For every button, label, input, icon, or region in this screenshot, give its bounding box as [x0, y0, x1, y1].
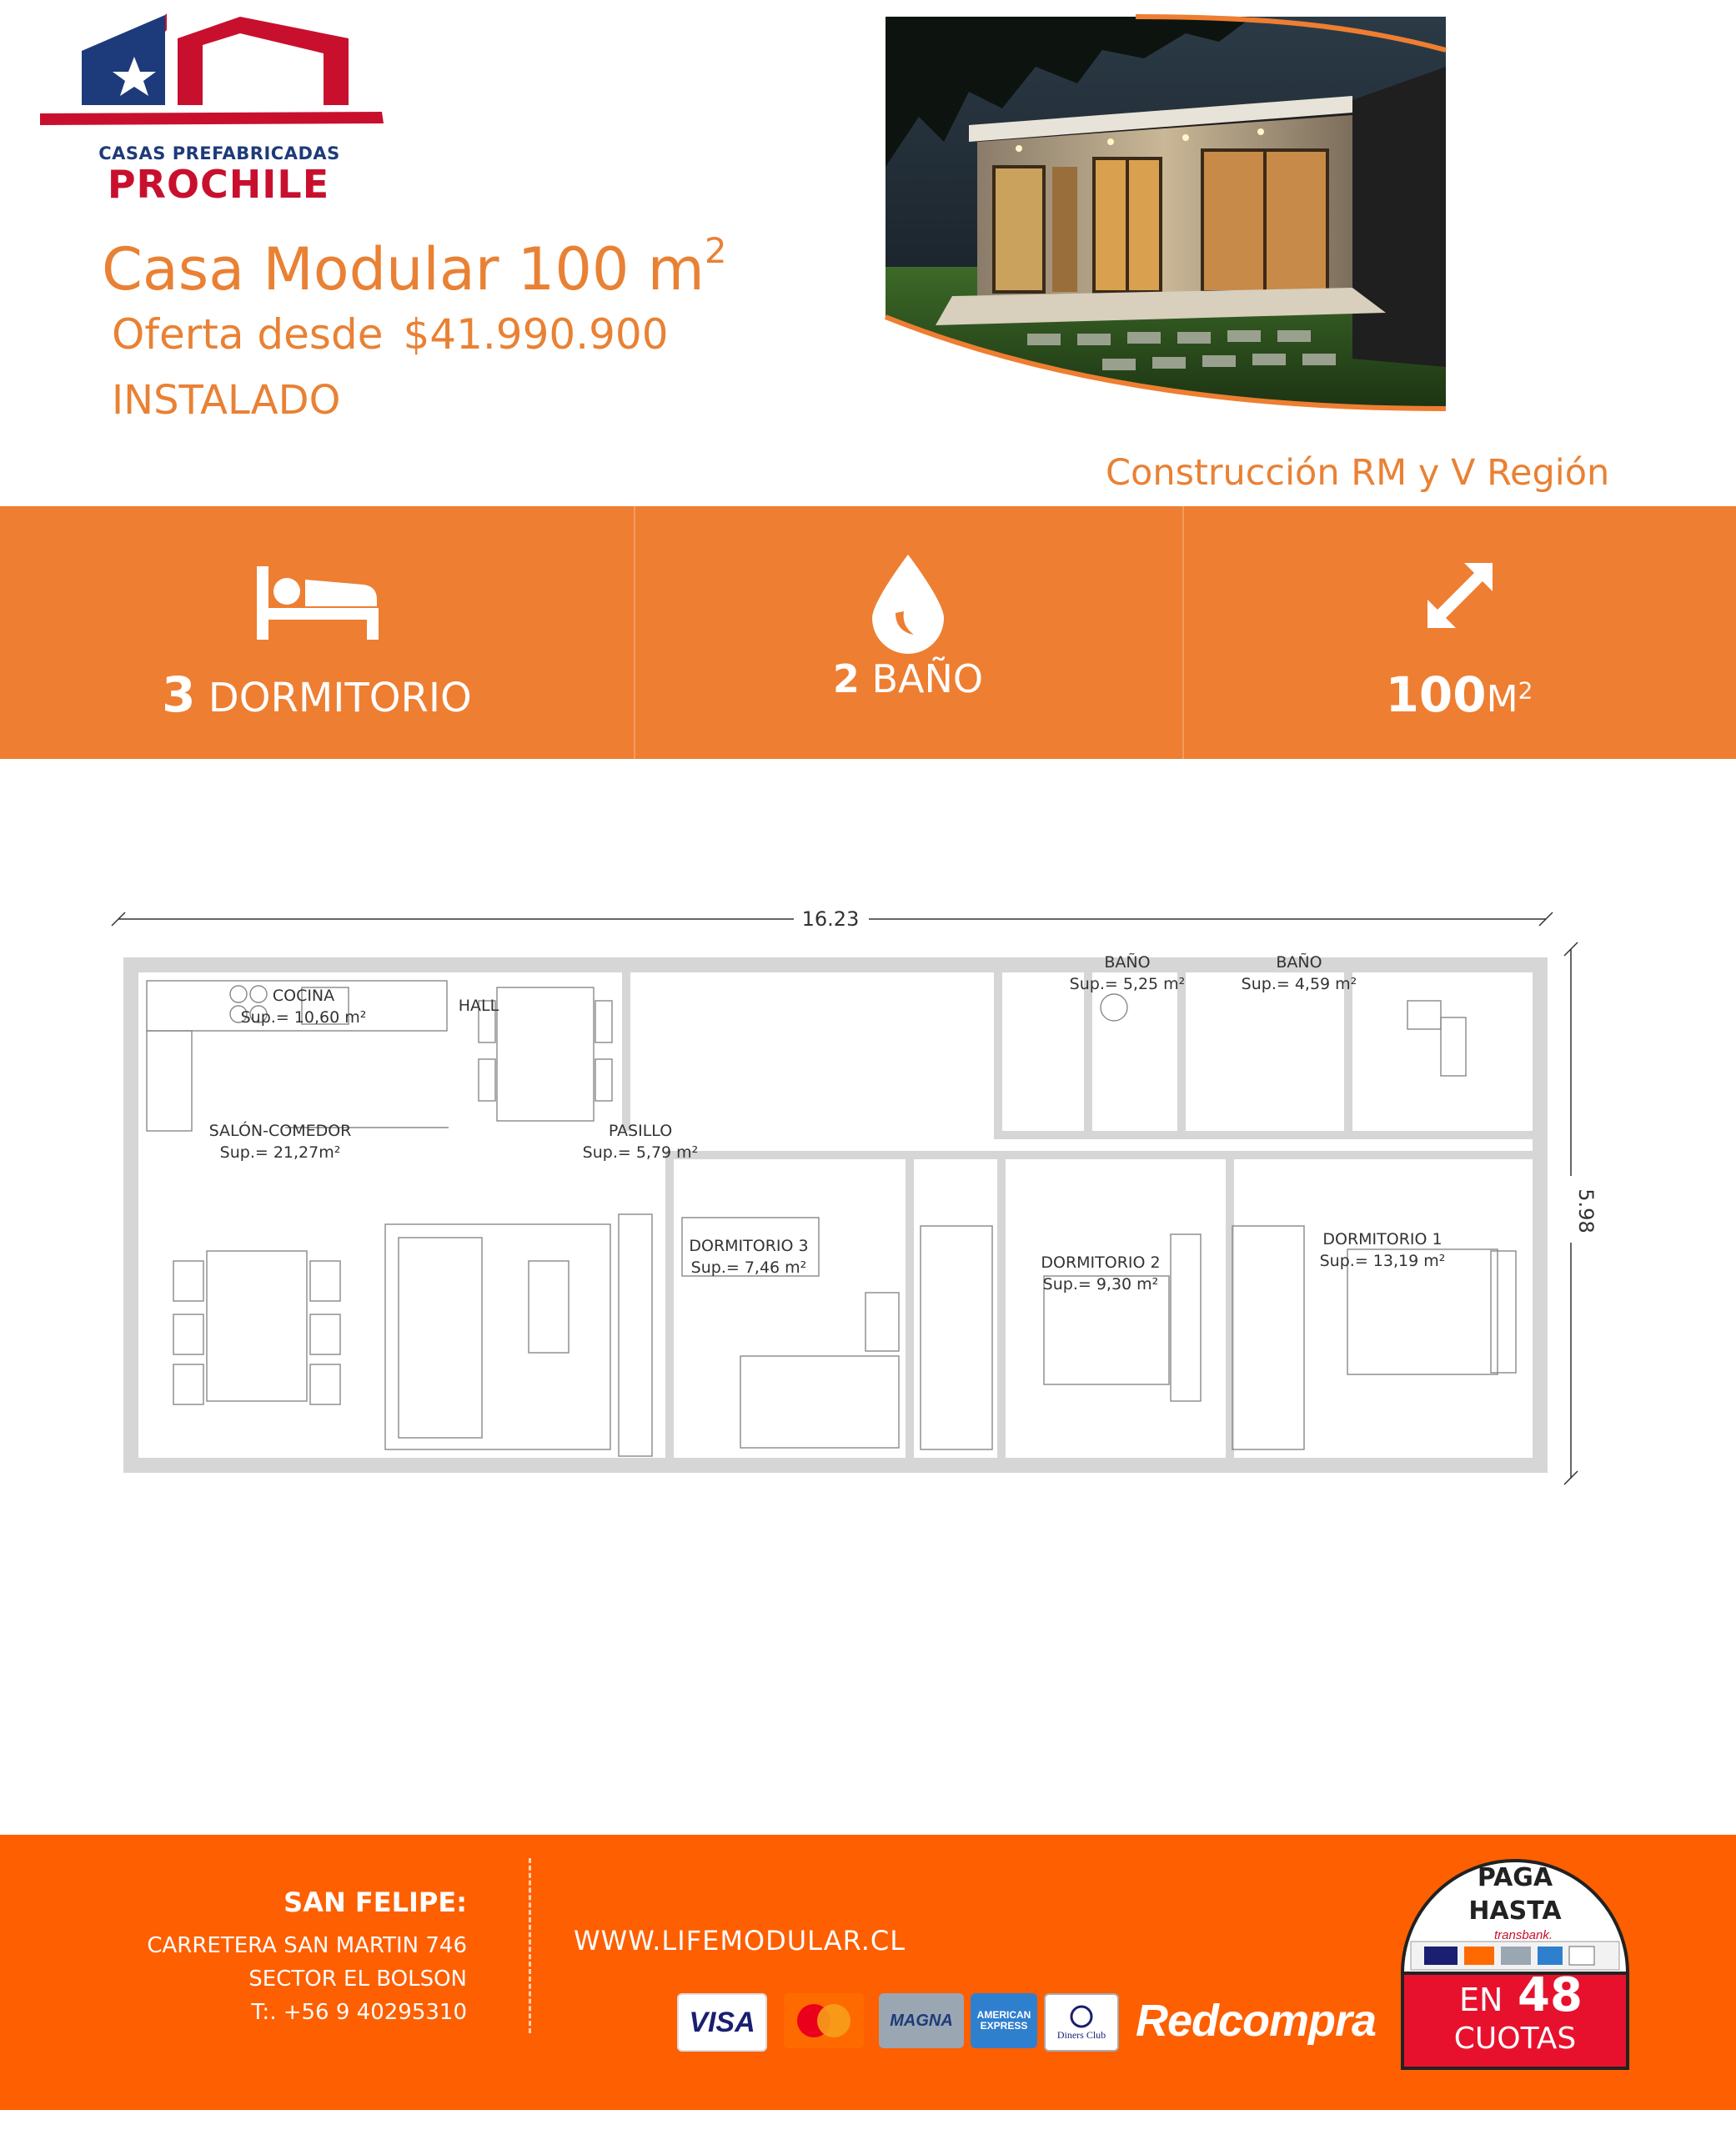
feature-area: [1182, 506, 1736, 759]
badge-transbank: transbank.: [1493, 1928, 1553, 1942]
room-name: SALÓN-COMEDOR: [208, 1122, 352, 1140]
room-area: Sup.= 7,46 m²: [690, 1258, 807, 1277]
feature-bedrooms: [0, 506, 634, 759]
badge-cuotas: CUOTAS: [1453, 2022, 1577, 2056]
brand-tagline: CASAS PREFABRICADAS: [98, 143, 340, 163]
room-area: Sup.= 4,59 m²: [1241, 975, 1357, 993]
amex-logo: AMERICAN EXPRESS: [971, 1993, 1037, 2048]
bed-icon: [255, 560, 380, 643]
offer-price: [112, 310, 669, 359]
room-name: DORMITORIO 2: [1041, 1253, 1161, 1272]
features-band: [0, 506, 1736, 759]
magna-logo: MAGNA: [879, 1993, 964, 2048]
badge-number: 48: [1518, 1968, 1583, 2022]
room-area: Sup.= 21,27m²: [219, 1143, 341, 1162]
price-value: $41.990.900: [403, 310, 669, 359]
badge-en: EN: [1459, 1982, 1503, 2018]
room-area: Sup.= 5,25 m²: [1069, 975, 1186, 993]
footer-address-line1: CARRETERA SAN MARTIN 746: [147, 1933, 467, 1958]
bedrooms-label: 3 DORMITORIO: [162, 666, 472, 723]
room-name: PASILLO: [608, 1122, 673, 1140]
width-dimension: 16.23: [801, 907, 860, 931]
redcompra-logo: Redcompra: [1135, 1996, 1377, 2046]
brand-name: PROCHILE: [107, 162, 330, 207]
room-name: DORMITORIO 1: [1322, 1230, 1442, 1248]
water-drop-icon: [871, 553, 946, 653]
mastercard-logo: [784, 1993, 864, 2048]
room-name: BAÑO: [1104, 953, 1151, 972]
house-photo: [886, 17, 1446, 409]
footer-divider: [529, 1858, 531, 2033]
room-area: Sup.= 9,30 m²: [1042, 1275, 1159, 1294]
feature-bathrooms: [634, 506, 1182, 759]
room-area: Sup.= 5,79 m²: [582, 1143, 699, 1162]
footer-website-link[interactable]: WWW.LIFEMODULAR.CL: [574, 1925, 906, 1957]
floor-plan: [107, 901, 1598, 1518]
footer-address-line2: SECTOR EL BOLSON: [248, 1967, 467, 1992]
region-label: Construcción RM y V Región: [1106, 452, 1610, 494]
offer-label: Oferta desde: [112, 310, 384, 359]
footer: [0, 1835, 1736, 2110]
expand-arrows-icon: [1421, 560, 1496, 635]
footer-city: SAN FELIPE:: [283, 1886, 467, 1918]
room-name: HALL: [458, 997, 499, 1015]
room-area: Sup.= 10,60 m²: [240, 1008, 367, 1027]
badge-line2: HASTA: [1468, 1896, 1562, 1926]
room-name: DORMITORIO 3: [689, 1237, 809, 1255]
footer-phone: T:. +56 9 40295310: [251, 2000, 467, 2025]
room-name: COCINA: [272, 987, 335, 1005]
badge-line1: PAGA: [1477, 1863, 1553, 1892]
visa-logo: VISA: [677, 1993, 767, 2052]
installed-label: INSTALADO: [112, 377, 341, 424]
bathrooms-label: 2 BAÑO: [832, 656, 984, 701]
diners-logo: Diners Club: [1044, 1993, 1119, 2052]
depth-dimension: 5.98: [1574, 1188, 1598, 1233]
room-name: BAÑO: [1276, 953, 1322, 972]
area-label: $100M^2$: [1385, 666, 1533, 723]
room-area: Sup.= 13,19 m²: [1319, 1252, 1446, 1270]
product-title: Casa Modular 100 $m^2$: [102, 230, 727, 304]
